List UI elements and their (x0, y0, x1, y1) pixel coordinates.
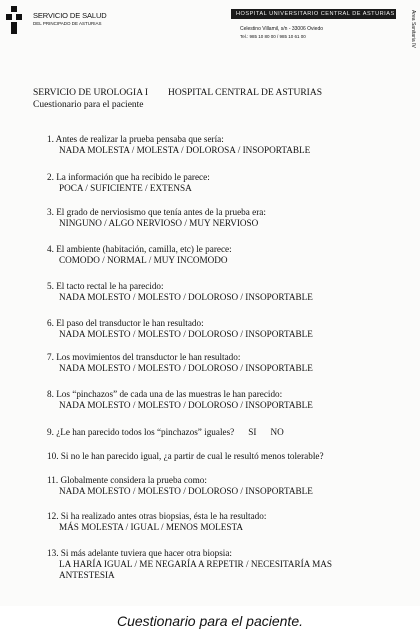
org-subtitle: DEL PRINCIPADO DE ASTURIAS (33, 21, 102, 26)
question-text: 7. Los movimientos del transductor le han resultado: (47, 352, 241, 362)
question-9 (47, 427, 387, 438)
question-1 (47, 134, 387, 156)
question-text: 3. El grado de nerviosismo que tenía antes de la prueba era: (47, 207, 266, 217)
question-text: 9. ¿Le han parecido todos los “pinchazos” iguales? (47, 427, 235, 437)
answer-options: NADA MOLESTA / MOLESTA / DOLOROSA / INSOPORTABLE (59, 145, 311, 155)
question-13 (47, 548, 387, 581)
answer-options: POCA / SUFICIENTE / EXTENSA (59, 183, 192, 193)
question-text: 1. Antes de realizar la prueba pensaba que sería: (47, 134, 224, 144)
answer-options: NADA MOLESTO / MOLESTO / DOLOROSO / INSOPORTABLE (59, 400, 313, 410)
question-text: 13. Si más adelante tuviera que hacer otra biopsia: (47, 548, 232, 558)
answer-no: NO (270, 427, 284, 437)
service-name: SERVICIO DE UROLOGIA I (33, 88, 149, 98)
question-text: 5. El tacto rectal le ha parecido: (47, 281, 164, 291)
question-5 (47, 281, 387, 303)
answer-options: NADA MOLESTO / MOLESTO / DOLOROSO / INSOPORTABLE (59, 292, 313, 302)
hospital-header-bar: HOSPITAL UNIVERSITARIO CENTRAL DE ASTURIAS (231, 9, 396, 19)
question-7 (47, 352, 387, 374)
question-text: 10. Si no le han parecido igual, ¿a partir de cual le resultó menos tolerable? (47, 451, 324, 461)
question-text: 4. El ambiente (habitación, camilla, etc) le parece: (47, 244, 232, 254)
question-8 (47, 389, 387, 411)
answer-options: NADA MOLESTO / MOLESTO / DOLOROSO / INSOPORTABLE (59, 486, 313, 496)
question-12 (47, 511, 387, 533)
answer-options: NINGUNO / ALGO NERVIOSO / MUY NERVIOSO (59, 218, 259, 228)
question-4 (47, 244, 387, 266)
hospital-name: HOSPITAL CENTRAL DE ASTURIAS (168, 88, 322, 98)
question-text: 12. Si ha realizado antes otras biopsias, ésta le ha resultado: (47, 511, 267, 521)
question-text: 8. Los “pinchazos” de cada una de las muestras le han parecido: (47, 389, 283, 399)
figure-caption: Cuestionario para el paciente. (116, 613, 303, 629)
hospital-address: Celestino Villamil, s/n - 33006 Oviedo (240, 26, 324, 32)
question-3 (47, 207, 387, 229)
side-note: Area Sanitaria IV (410, 10, 416, 48)
sespa-logo-icon (6, 6, 22, 34)
answer-options: COMODO / NORMAL / MUY INCOMODO (59, 255, 228, 265)
question-10 (47, 451, 387, 462)
answer-options: MÁS MOLESTA / IGUAL / MENOS MOLESTA (59, 522, 243, 532)
answer-yes: SI (248, 427, 257, 437)
question-text: 11. Globalmente considera la prueba como: (47, 475, 207, 485)
answer-options: LA HARÍA IGUAL / ME NEGARÍA A REPETIR / NECESITARÍA MAS ANTESTESIA (59, 559, 333, 580)
answer-options: NADA MOLESTO / MOLESTO / DOLOROSO / INSOPORTABLE (59, 363, 313, 373)
question-text: 6. El paso del transductor le han resultado: (47, 318, 204, 328)
answer-options: NADA MOLESTO / MOLESTO / DOLOROSO / INSOPORTABLE (59, 329, 313, 339)
org-name: SERVICIO DE SALUD (33, 11, 107, 20)
question-6 (47, 318, 387, 340)
question-11 (47, 475, 387, 497)
document-subtitle: Cuestionario para el paciente (33, 100, 144, 110)
question-text: 2. La información que ha recibido le parece: (47, 172, 210, 182)
question-2 (47, 172, 387, 194)
hospital-phone: Tel.: 985 10 80 00 / 985 10 61 00 (240, 34, 306, 39)
